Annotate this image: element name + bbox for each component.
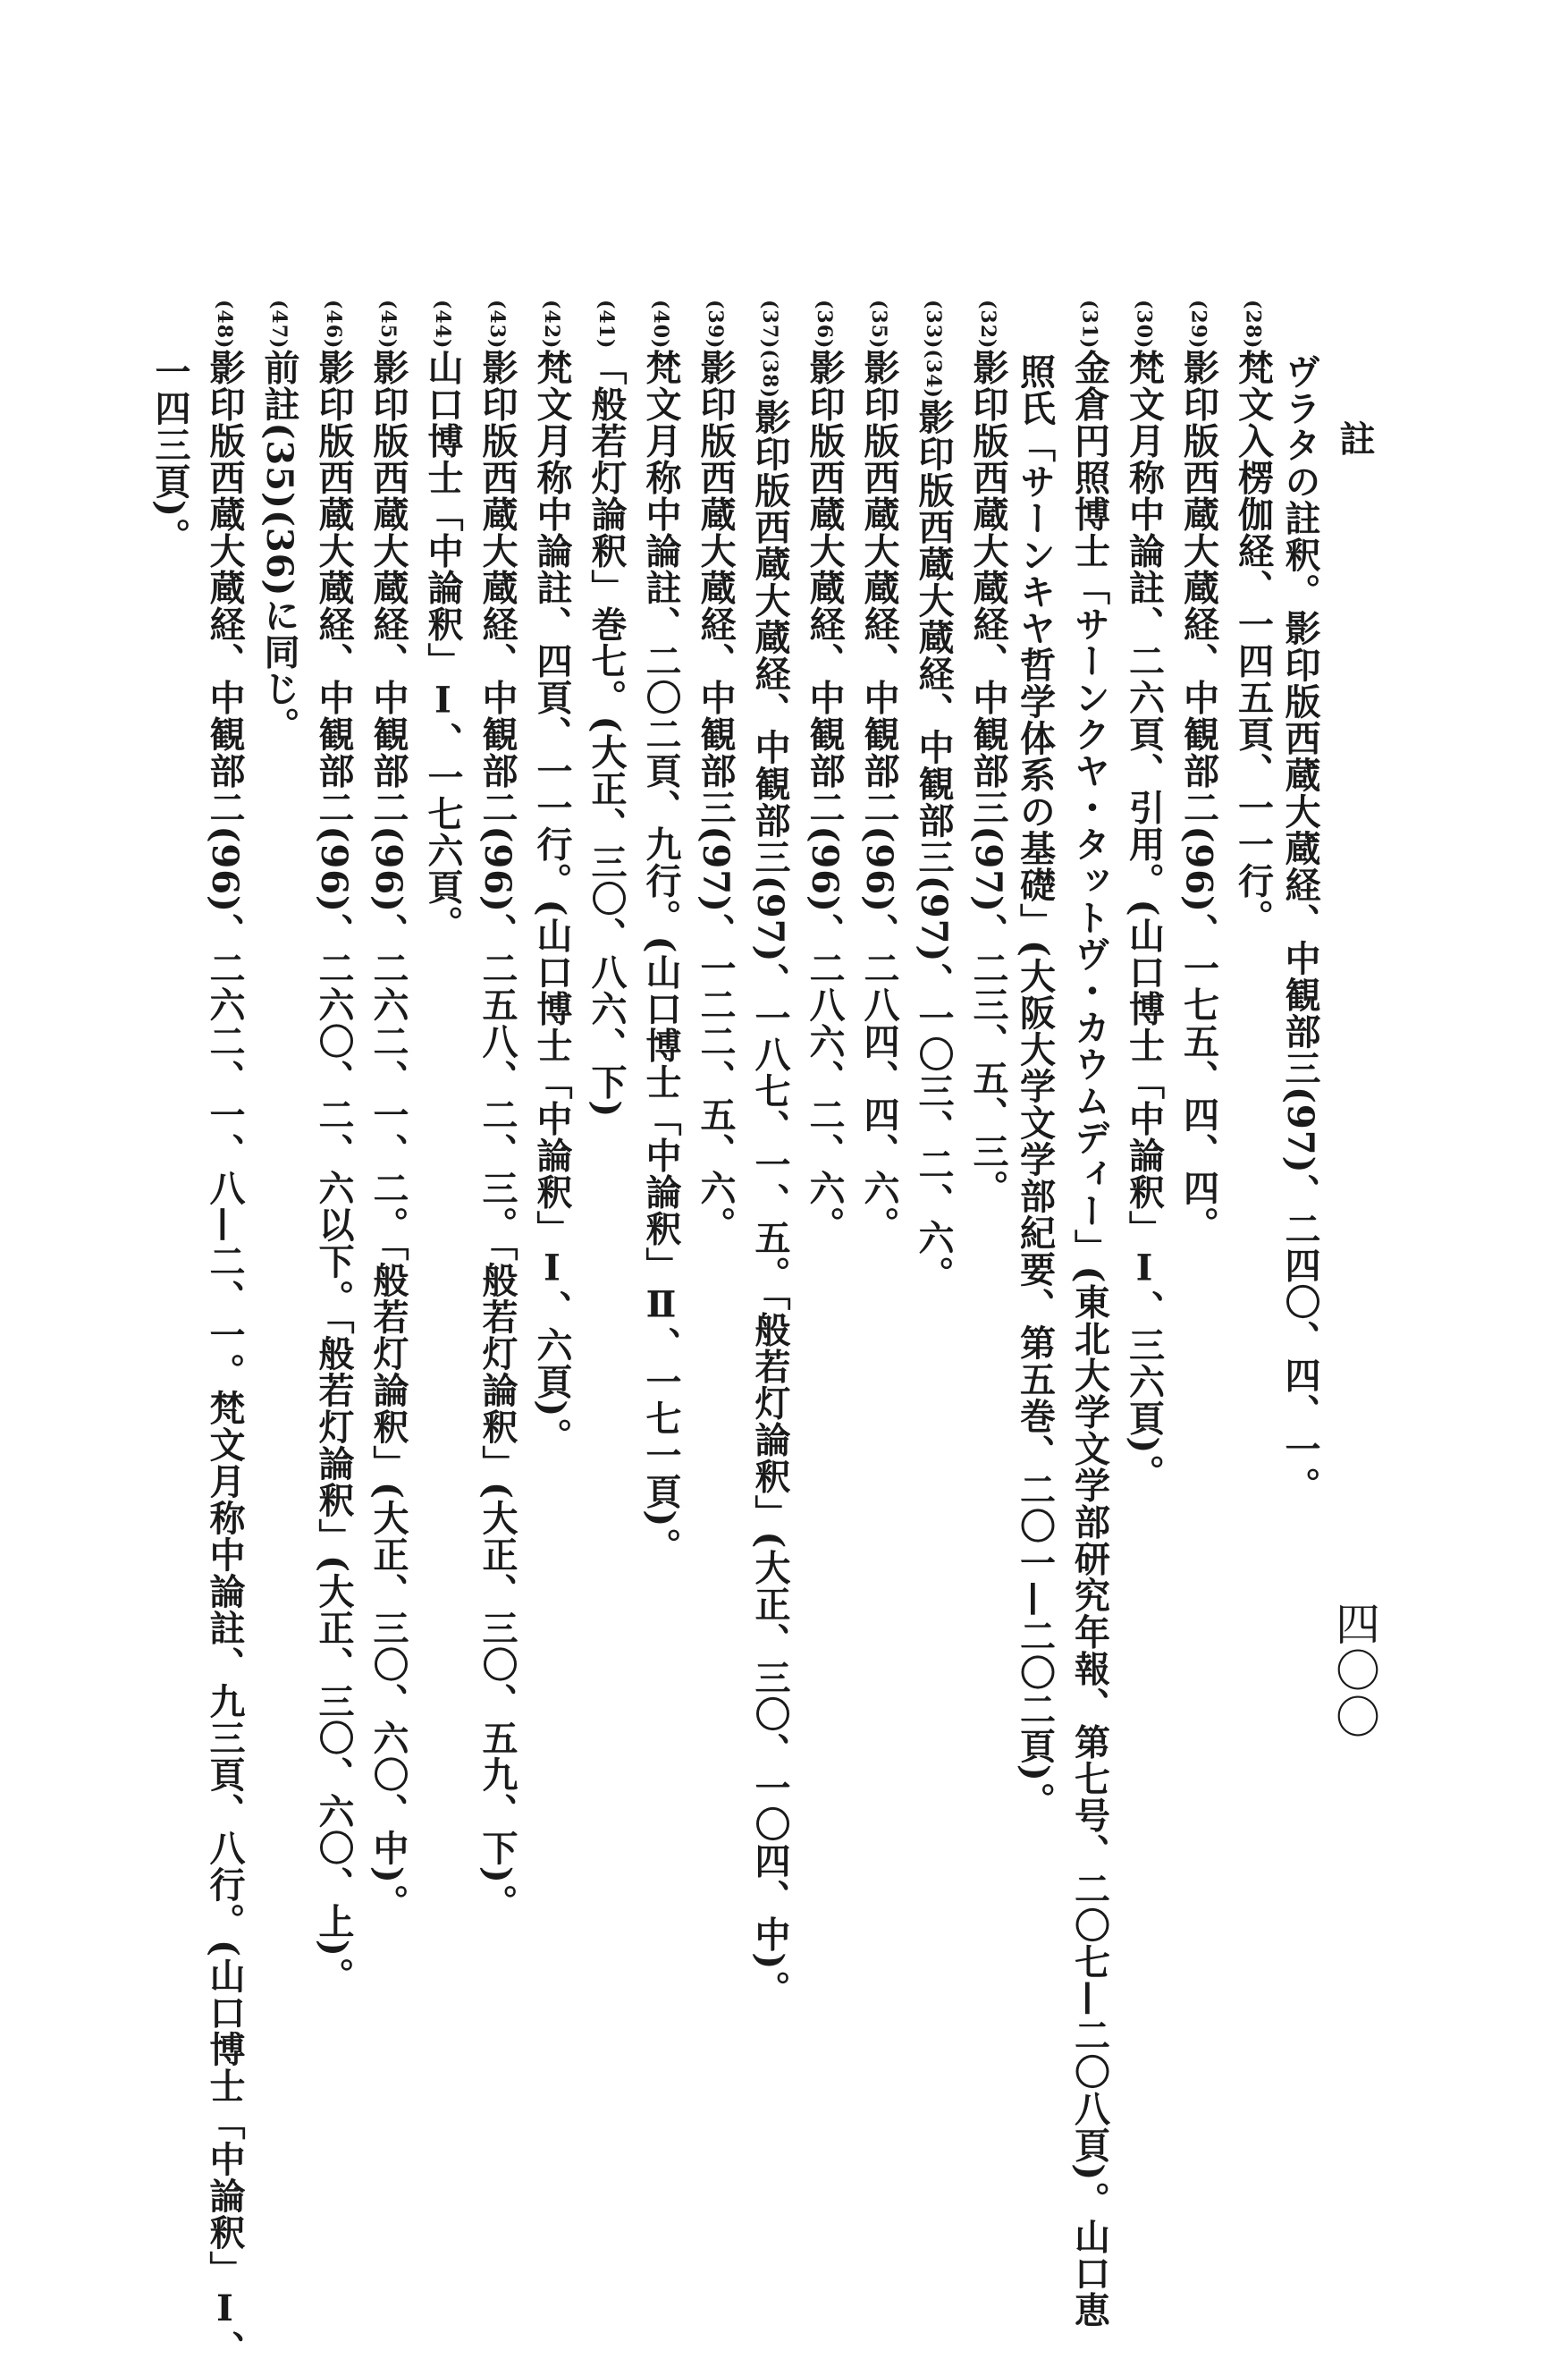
note-text: 影印版西蔵大蔵経、中観部三(97)、一〇三、二、六。: [913, 398, 955, 1293]
note-text: ヴラタの註釈。影印版西蔵大蔵経、中観部三(97)、二四〇、四、一。: [1279, 353, 1321, 1504]
note-line: [193, 300, 248, 2367]
note-number: (44): [431, 300, 454, 350]
note-number: (40): [649, 300, 672, 350]
note-number: (30): [1132, 300, 1156, 350]
note-text: 影印版西蔵大蔵経、中観部二(96)、二五八、二、三。「般若灯論釈」(大正、三〇、五九、下)。: [476, 349, 518, 1921]
note-text: 影印版西蔵大蔵経、中観部二(96)、二六二、一、二。「般若灯論釈」(大正、三〇、六〇、中)。: [367, 349, 409, 1921]
note-line: [520, 300, 575, 1963]
note-number: (43): [485, 300, 509, 350]
note-text: 梵文月称中論註、二〇二頁、九行。(山口博士「中論釈」Ⅱ、一七一頁)。: [640, 349, 682, 1565]
note-line: [575, 300, 629, 1963]
note-text: 影印版西蔵大蔵経、中観部二(96)、二六〇、二、六以下。「般若灯論釈」(大正、三〇、六〇、上)。: [313, 349, 355, 1994]
note-number: (36): [813, 300, 836, 350]
note-text: 梵文月称中論註、四頁、一一行。(山口博士「中論釈」Ⅰ、六頁)。: [531, 349, 573, 1455]
note-text: 照氏「サーンキヤ哲学体系の基礎」(大阪大学文学部紀要、第五巻、二〇一—二〇二頁)。: [1014, 353, 1057, 1819]
note-line: [629, 300, 684, 1963]
notes-list: [147, 300, 1324, 2367]
note-number: (41): [594, 300, 618, 350]
note-number: (31): [1077, 300, 1101, 350]
note-number: (37)(38): [758, 300, 781, 399]
note-line: [1222, 300, 1277, 1963]
note-text: 前註(35)(36)に同じ。: [258, 349, 300, 744]
note-number: (32): [976, 300, 999, 350]
note-line: [1113, 300, 1168, 1963]
page-number: 四〇〇: [1328, 1601, 1380, 1740]
note-number: (46): [322, 300, 345, 350]
note-text: 梵文入楞伽経、一四五頁、一一行。: [1232, 349, 1275, 936]
note-text: 梵文月称中論註、二六頁、引用。(山口博士「中論釈」Ⅰ、三六頁)。: [1123, 349, 1166, 1492]
note-number: (28): [1241, 300, 1265, 350]
note-line: [357, 300, 411, 1963]
note-line: [684, 300, 738, 1963]
note-text: 一四三頁)。: [149, 353, 191, 554]
note-line: [1058, 300, 1113, 2329]
note-number: (48): [213, 300, 236, 350]
note-line: [248, 300, 302, 1963]
note-number: (47): [267, 300, 291, 350]
note-text: 山口博士「中論釈」Ⅰ、一七六頁。: [422, 349, 464, 943]
note-text: 影印版西蔵大蔵経、中観部二(96)、二八六、二、六。: [804, 349, 846, 1243]
note-text: 「般若灯論釈」巻七。(大正、三〇、八六、下): [586, 349, 628, 1119]
note-number: (42): [540, 300, 563, 350]
note-text: 影印版西蔵大蔵経、中観部三(97)、一二二、五、六。: [695, 349, 737, 1243]
note-number: (35): [867, 300, 890, 350]
running-head-title: 註: [1334, 420, 1376, 456]
note-number: (33)(34): [922, 300, 945, 399]
note-line: [902, 300, 957, 1963]
note-text: 影印版西蔵大蔵経、中観部二(96)、二八四、四、六。: [858, 349, 900, 1243]
note-number: (29): [1186, 300, 1210, 350]
note-line: [466, 300, 520, 1963]
note-line: [1277, 300, 1324, 1963]
note-line: [738, 300, 793, 2008]
note-number: (39): [704, 300, 727, 350]
note-line: [147, 300, 194, 1963]
note-line: [1168, 300, 1222, 1963]
note-line: [847, 300, 902, 1963]
note-text: 影印版西蔵大蔵経、中観部二(96)、一七五、四、四。: [1177, 349, 1220, 1243]
note-text: 影印版西蔵大蔵経、中観部三(97)、二三、五、三。: [967, 349, 1009, 1206]
note-text: 影印版西蔵大蔵経、中観部二(96)、二六二、一、八—二、一。梵文月称中論註、九三頁、八行。(山口博士「中論釈」Ⅰ、: [204, 349, 246, 2367]
note-number: (45): [376, 300, 400, 350]
note-line: [1011, 300, 1058, 1963]
note-line: [411, 300, 466, 1963]
note-line: [302, 300, 357, 1994]
note-line: [957, 300, 1011, 1963]
note-text: 金倉円照博士「サーンクヤ・タットヴ・カウムディー」(東北大学文学部研究年報、第七号、二〇七—二〇八頁)。山口恵: [1068, 349, 1111, 2329]
note-text: 影印版西蔵大蔵経、中観部三(97)、一八七、一、五。「般若灯論釈」(大正、三〇、一〇四、中)。: [749, 398, 791, 2008]
note-line: [793, 300, 847, 1963]
